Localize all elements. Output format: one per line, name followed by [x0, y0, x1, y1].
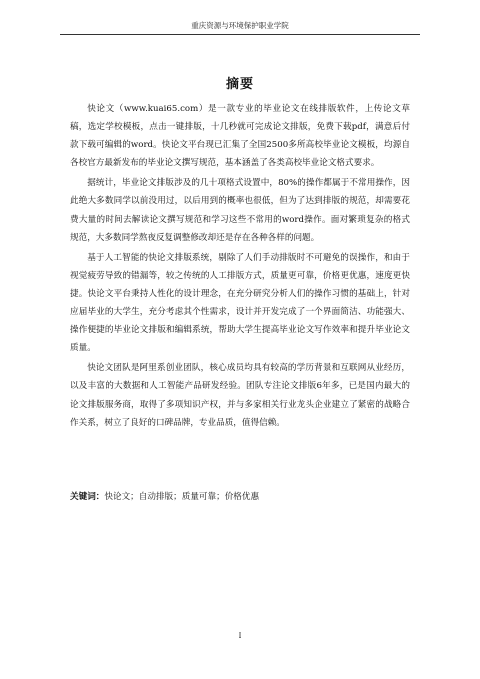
abstract-body: [70, 100, 410, 434]
abstract-paragraph: 基于人工智能的快论文排版系统，剔除了人们手动排版时不可避免的误操作，和由于视觉疲劳导致的错漏等，较之传统的人工排版方式，质量更可靠，价格更优惠，速度更快捷。快论文平台秉持人性化的设计理念，在充分研究分析人们的操作习惯的基础上，针对应届毕业的大学生，充分考虑其个性需求，设计并开发完成了一个界面简洁、功能强大、操作便捷的毕业论文排版和编辑系统，帮助大学生提高毕业论文写作效率和提升毕业论文质量。: [70, 252, 410, 354]
abstract-paragraph: 据统计，毕业论文排版涉及的几十项格式设置中，80%的操作都属于不常用操作，因此绝大多数同学以前没用过，以后用到的概率也很低，但为了达到排版的规范，却需要花费大量的时间去解读论文撰写规范和学习这些不常用的word操作。面对繁琐复杂的格式规范，大多数同学熬夜反复调整修改却还是存在各种各样的问题。: [70, 178, 410, 243]
page-number: I: [238, 632, 242, 640]
page-title: 摘要: [225, 77, 254, 92]
keywords-value: 快论文；自动排版；质量可靠；价格优惠: [104, 492, 260, 502]
abstract-paragraph: 快论文团队是阿里系创业团队，核心成员均具有较高的学历背景和互联网从业经历，以及丰富的大数据和人工智能产品研发经验。团队专注论文排版6年多，已是国内最大的论文排版服务商，取得了多项知识产权，并与多家相关行业龙头企业建立了紧密的战略合作关系，树立了良好的口碑品牌，专业品质，值得信赖。: [70, 363, 410, 428]
keywords-label: 关键词：: [70, 492, 105, 502]
abstract-paragraph: 快论文（www.kuai65.com）是一款专业的毕业论文在线排版软件，上传论文草稿，选定学校模板，点击一键排版，十几秒就可完成论文排版，免费下载pdf，满意后付款下载可编辑的word。快论文平台现已汇集了全国2500多所高校毕业论文模板，均源自各校官方最新发布的毕业论文撰写规范，基本涵盖了各类高校毕业论文格式要求。: [70, 104, 410, 169]
running-header: 重庆资源与环境保护职业学院: [60, 20, 420, 35]
keywords-line: [70, 488, 410, 506]
